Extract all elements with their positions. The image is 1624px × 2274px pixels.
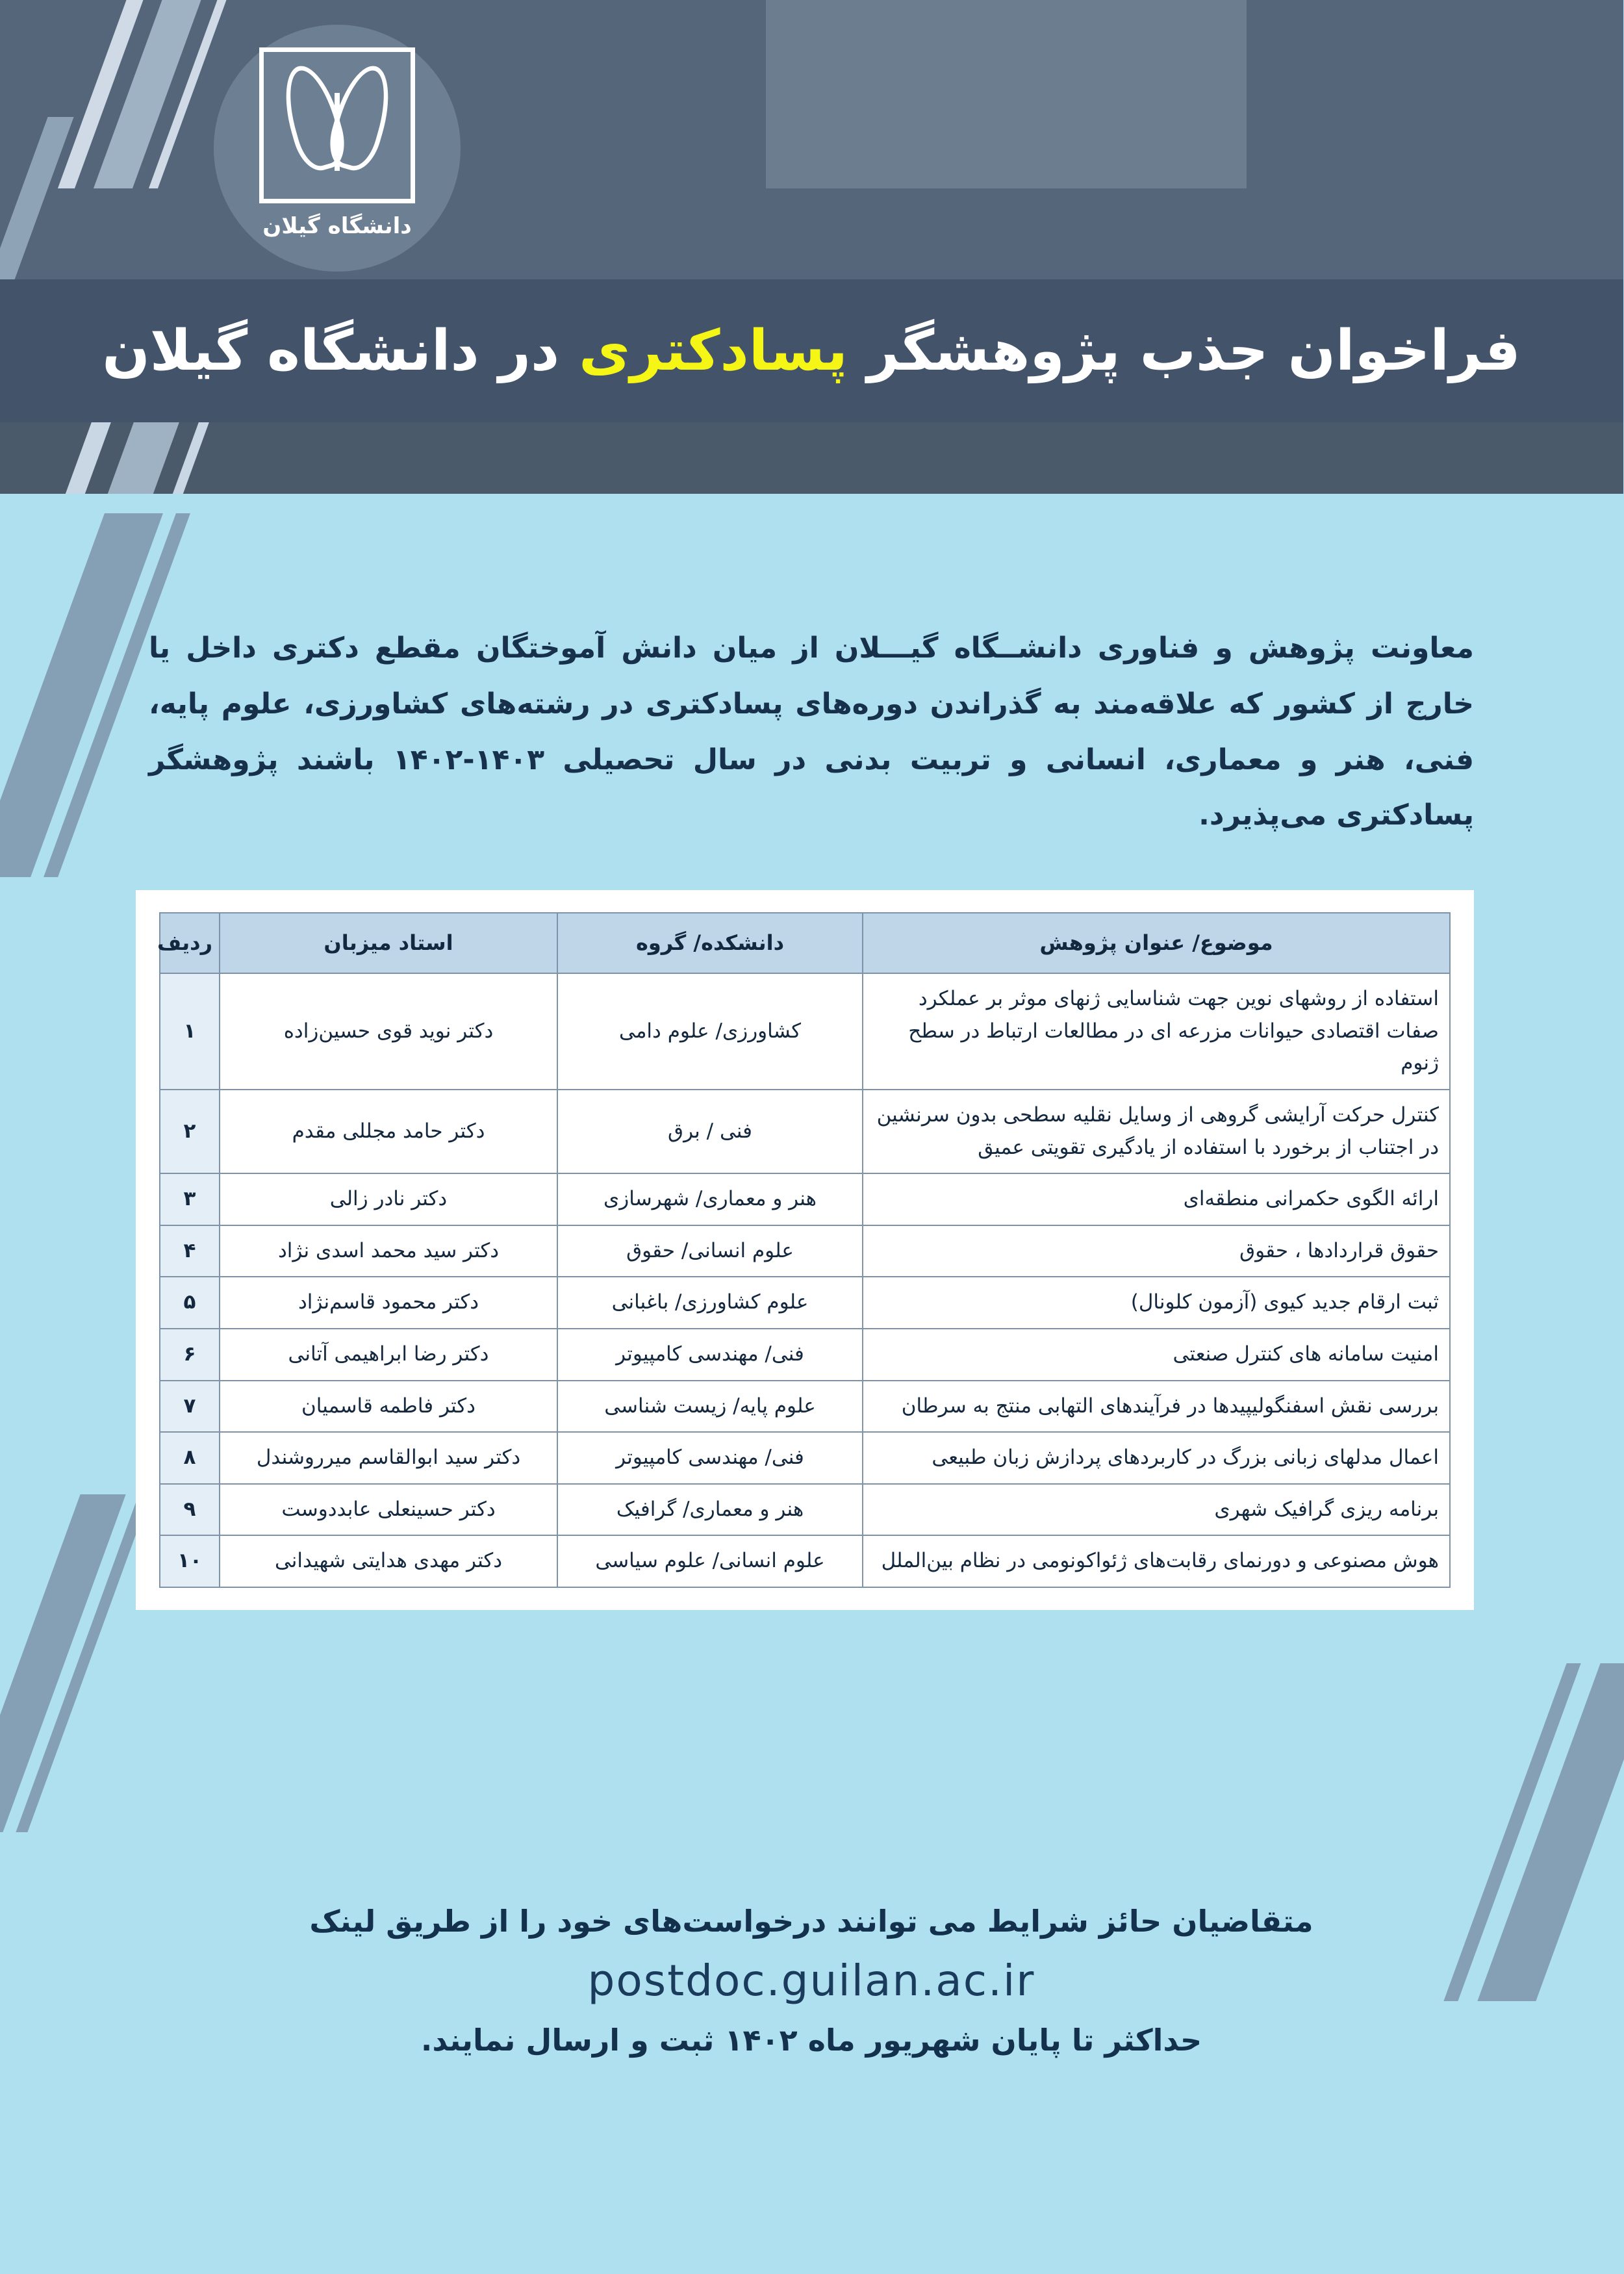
footer-instruction-line: متقاضیان حائز شرایط می توانند درخواست‌های خود را از طریق لینک [310, 1904, 1314, 1939]
table-row [160, 1225, 1451, 1277]
table-body [160, 973, 1451, 1587]
positions-table [160, 912, 1451, 1588]
logo-caption: دانشگاه گیلان [263, 213, 412, 239]
cell-professor: دکتر سید ابوالقاسم میرروشندل [220, 1432, 558, 1484]
cell-department: فنی / برق [558, 1090, 863, 1173]
cell-professor: دکتر حامد مجللی مقدم [220, 1090, 558, 1173]
column-header-department: دانشکده/ گروه [558, 913, 863, 973]
footer [0, 1904, 1624, 2058]
cell-num: ۵ [160, 1277, 220, 1329]
cell-topic: امنیت سامانه های کنترل صنعتی [863, 1329, 1451, 1381]
cell-department: علوم پایه/ زیست شناسی [558, 1381, 863, 1433]
cell-num: ۴ [160, 1225, 220, 1277]
cell-num: ۸ [160, 1432, 220, 1484]
banner-decor-panel [767, 0, 1247, 188]
cell-topic: ثبت ارقام جدید کیوی (آزمون کلونال) [863, 1277, 1451, 1329]
cell-professor: دکتر حسینعلی عابددوست [220, 1484, 558, 1536]
cell-num: ۲ [160, 1090, 220, 1173]
cell-num: ۳ [160, 1173, 220, 1225]
cell-professor: دکتر رضا ابراهیمی آتانی [220, 1329, 558, 1381]
page-title-start: فراخوان جذب پژوهشگر [867, 318, 1521, 383]
table-header-row [160, 913, 1451, 973]
cell-num: ۶ [160, 1329, 220, 1381]
page-banner [0, 0, 1624, 494]
table-header [160, 913, 1451, 973]
cell-topic: برنامه ریزی گرافیک شهری [863, 1484, 1451, 1536]
cell-professor: دکتر نادر زالی [220, 1173, 558, 1225]
table-row [160, 1329, 1451, 1381]
cell-topic: استفاده از روشهای نوین جهت شناسایی ژنهای موثر بر عملکرد صفات اقتصادی حیوانات مزرعه ای در مطالعات ارتباط در سطح ژنوم [863, 973, 1451, 1090]
banner-title-bar [0, 279, 1624, 422]
page-decor-stripe [0, 1494, 127, 1832]
table-row [160, 1535, 1451, 1587]
column-header-professor: استاد میزبان [220, 913, 558, 973]
page-title [103, 318, 1521, 383]
banner-bottom-decor [0, 422, 1624, 494]
cell-topic: اعمال مدلهای زبانی بزرگ در کاربردهای پردازش زبان طبیعی [863, 1432, 1451, 1484]
cell-num: ۷ [160, 1381, 220, 1433]
column-header-num: ردیف [160, 913, 220, 973]
table-row [160, 1173, 1451, 1225]
table-row [160, 973, 1451, 1090]
cell-topic: بررسی نقش اسفنگولیپیدها در فرآیندهای التهابی منتج به سرطان [863, 1381, 1451, 1433]
cell-professor: دکتر محمود قاسم‌نژاد [220, 1277, 558, 1329]
cell-department: فنی/ مهندسی کامپیوتر [558, 1432, 863, 1484]
table-row [160, 1277, 1451, 1329]
cell-department: علوم کشاورزی/ باغبانی [558, 1277, 863, 1329]
cell-professor: دکتر مهدی هدایتی شهیدانی [220, 1535, 558, 1587]
cell-department: هنر و معماری/ شهرسازی [558, 1173, 863, 1225]
footer-deadline-line: حداکثر تا پایان شهریور ماه ۱۴۰۲ ثبت و ارسال نمایند. [421, 2023, 1203, 2058]
cell-department: علوم انسانی/ حقوق [558, 1225, 863, 1277]
page-title-end: در دانشگاه گیلان [103, 318, 561, 383]
cell-department: کشاورزی/ علوم دامی [558, 973, 863, 1090]
cell-topic: ارائه الگوی حکمرانی منطقه‌ای [863, 1173, 1451, 1225]
cell-topic: کنترل حرکت آرایشی گروهی از وسایل نقلیه سطحی بدون سرنشین در اجتناب از برخورد با استفاده از یادگیری تقویتی عمیق [863, 1090, 1451, 1173]
cell-topic: هوش مصنوعی و دورنمای رقابت‌های ژئواکونومی در نظام بین‌الملل [863, 1535, 1451, 1587]
cell-professor: دکتر سید محمد اسدی نژاد [220, 1225, 558, 1277]
cell-topic: حقوق قراردادها ، حقوق [863, 1225, 1451, 1277]
page-decor-stripe [0, 513, 164, 877]
table-row [160, 1090, 1451, 1173]
cell-department: فنی/ مهندسی کامپیوتر [558, 1329, 863, 1381]
positions-table-card [136, 890, 1475, 1610]
university-logo [175, 18, 448, 278]
cell-num: ۹ [160, 1484, 220, 1536]
table-row [160, 1381, 1451, 1433]
university-tulip-logo-icon [260, 47, 416, 203]
table-row [160, 1432, 1451, 1484]
cell-professor: دکتر فاطمه قاسمیان [220, 1381, 558, 1433]
intro-paragraph: معاونت پژوهش و فناوری دانشــگاه گیـــلان از میان دانش آموختگان مقطع دکتری داخل یا خارج از کشور که علاقه‌مند به گذراندن دوره‌های پسادکتری در رشته‌های کشاورزی، علوم پایه، فنی، هنر و معماری، انسانی و تربیت بدنی در سال تحصیلی ۱۴۰۳-۱۴۰۲ باشند پژوهشگر پسادکتری می‌پذیرد. [149, 632, 1475, 832]
column-header-topic: موضوع/ عنوان پژوهش [863, 913, 1451, 973]
cell-department: هنر و معماری/ گرافیک [558, 1484, 863, 1536]
cell-department: علوم انسانی/ علوم سیاسی [558, 1535, 863, 1587]
table-row [160, 1484, 1451, 1536]
cell-professor: دکتر نوید قوی حسین‌زاده [220, 973, 558, 1090]
page-title-highlight: پسادکتری [579, 318, 848, 383]
application-link[interactable]: postdoc.guilan.ac.ir [588, 1956, 1036, 2006]
cell-num: ۱ [160, 973, 220, 1090]
cell-num: ۱۰ [160, 1535, 220, 1587]
